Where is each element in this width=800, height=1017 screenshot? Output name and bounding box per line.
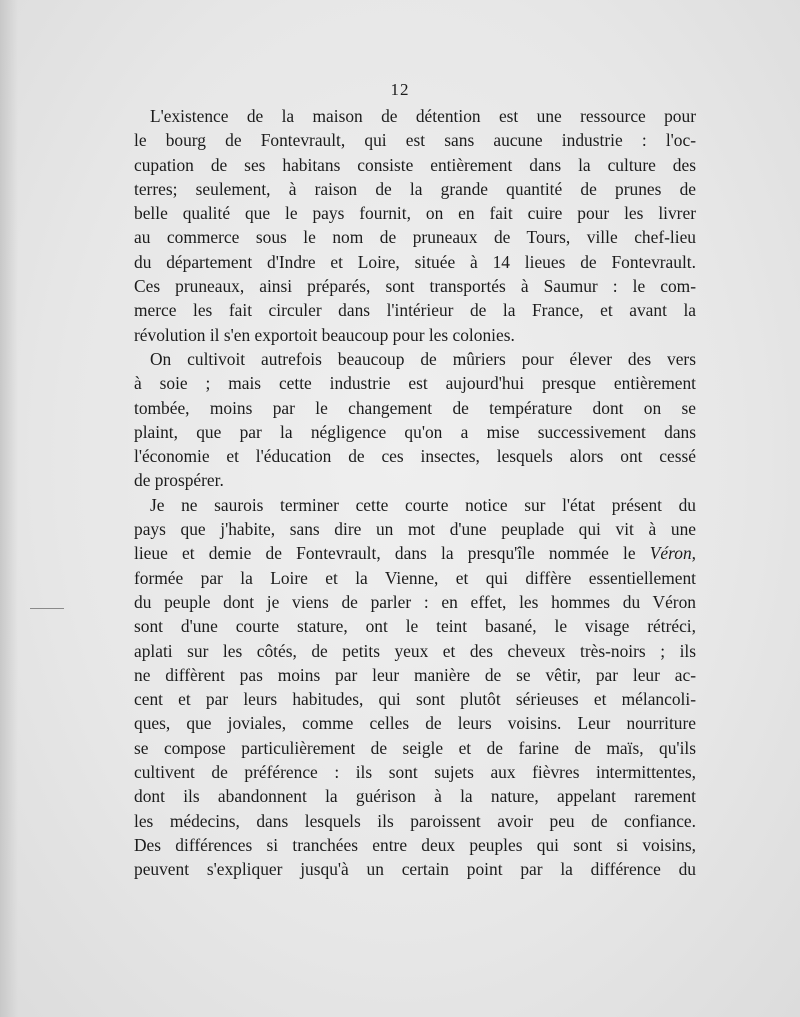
text-line: au commerce sous le nom de pruneaux de Tours, ville chef-lieu xyxy=(134,227,696,248)
text-line: révolution il s'en exportoit beaucoup pour les colonies. xyxy=(134,324,515,345)
text-line: On cultivoit autrefois beaucoup de mûriers pour élever des vers xyxy=(150,348,696,369)
text-line: pays que j'habite, sans dire un mot d'une peuplade qui vit à une xyxy=(134,519,696,540)
italic-place-name: Véron, xyxy=(649,543,696,564)
body-text xyxy=(134,104,696,882)
text-line: Ces pruneaux, ainsi préparés, sont transportés à Saumur : le com- xyxy=(134,276,696,297)
text-line: Je ne saurois terminer cette courte notice sur l'état présent du xyxy=(150,494,696,515)
text-line: le bourg de Fontevrault, qui est sans aucune industrie : l'oc- xyxy=(134,130,696,151)
text-line: de prospérer. xyxy=(134,470,224,491)
text-line: ne diffèrent pas moins par leur manière de se vêtir, par leur ac- xyxy=(134,664,696,685)
page-number: 12 xyxy=(390,80,410,99)
text-line: tombée, moins par le changement de température dont on se xyxy=(134,397,696,418)
text-line: terres; seulement, à raison de la grande quantité de prunes de xyxy=(134,178,696,199)
text-line: formée par la Loire et la Vienne, et qui diffère essentiellement xyxy=(134,567,696,588)
text-line: cultivent de préférence : ils sont sujets aux fièvres intermittentes, xyxy=(134,762,696,783)
text-line: l'économie et l'éducation de ces insectes, lesquels alors ont cessé xyxy=(134,446,696,467)
text-line: cent et par leurs habitudes, qui sont plutôt sérieuses et mélancoli- xyxy=(134,689,696,710)
text-line: à soie ; mais cette industrie est aujourd'hui presque entièrement xyxy=(134,373,696,394)
page-edge-shadow xyxy=(0,0,18,1017)
text-line: belle qualité que le pays fournit, on en fait cuire pour les livrer xyxy=(134,203,696,224)
text-line: L'existence de la maison de détention est une ressource pour xyxy=(150,106,696,126)
text-line: dont ils abandonnent la guérison à la nature, appelant rarement xyxy=(134,786,696,807)
text-line: peuvent s'expliquer jusqu'à un certain point par la différence du xyxy=(134,859,696,880)
text-line: merce les fait circuler dans l'intérieur de la France, et avant la xyxy=(134,300,696,321)
text-line: plaint, que par la négligence qu'on a mise successivement dans xyxy=(134,421,696,442)
text-line: les médecins, dans lesquels ils paroissent avoir peu de confiance. xyxy=(134,810,696,831)
text-line: du département d'Indre et Loire, située à 14 lieues de Fontevrault. xyxy=(134,251,696,272)
text-line: ques, que joviales, comme celles de leurs voisins. Leur nourriture xyxy=(134,713,696,734)
text-line: aplati sur les côtés, de petits yeux et des cheveux très-noirs ; ils xyxy=(134,640,696,661)
text-line: du peuple dont je viens de parler : en effet, les hommes du Véron xyxy=(134,591,696,612)
text-line: cupation de ses habitans consiste entièrement dans la culture des xyxy=(134,154,696,175)
text-line: Des différences si tranchées entre deux peuples qui sont si voisins, xyxy=(134,834,696,855)
text-line: sont d'une courte stature, ont le teint basané, le visage rétréci, xyxy=(134,616,696,637)
text-line: se compose particulièrement de seigle et de farine de maïs, qu'ils xyxy=(134,737,696,758)
text-line: lieue et demie de Fontevrault, dans la presqu'île nommée le Véron, xyxy=(134,543,696,564)
margin-mark xyxy=(30,608,64,609)
